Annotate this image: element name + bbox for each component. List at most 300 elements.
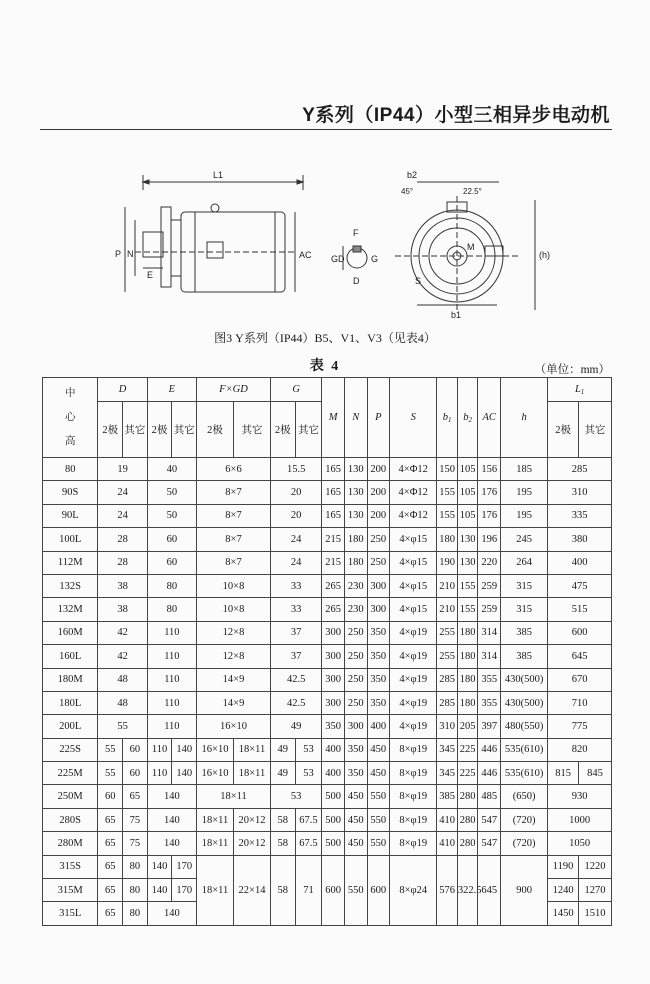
- table-cell: 480(550): [500, 715, 547, 738]
- table-cell: 60: [98, 785, 123, 808]
- table-cell: 350: [344, 738, 367, 761]
- table-cell: 285: [548, 458, 612, 481]
- table-cell: 1190: [548, 855, 579, 878]
- table-cell: 71: [295, 855, 322, 925]
- table-cell: 105: [457, 458, 478, 481]
- col-e: E: [147, 378, 196, 402]
- sub-2pole: 2极: [98, 402, 123, 458]
- table-cell: 400: [367, 715, 390, 738]
- table-cell: 55: [98, 715, 147, 738]
- table-cell: 230: [344, 574, 367, 597]
- table-cell: 645: [548, 645, 612, 668]
- table-cell: 10×8: [197, 574, 271, 597]
- table-row: [43, 598, 612, 621]
- table-body: [43, 458, 612, 926]
- table-row: [43, 458, 612, 481]
- table-cell: 4×Φ12: [390, 504, 437, 527]
- table-cell: 820: [548, 738, 612, 761]
- table-cell: 255: [437, 645, 458, 668]
- table-cell: 550: [367, 832, 390, 855]
- table-cell: 28: [98, 528, 147, 551]
- table-cell: 65: [98, 808, 123, 831]
- table-cell: 75: [123, 832, 148, 855]
- table-cell: 350: [367, 621, 390, 644]
- table-cell: 58: [270, 808, 295, 831]
- frame-cell: 80: [43, 458, 98, 481]
- table-cell: 24: [270, 528, 321, 551]
- table-cell: 550: [344, 855, 367, 925]
- table-cell: 60: [123, 762, 148, 785]
- table-cell: 264: [500, 551, 547, 574]
- col-d: D: [98, 378, 147, 402]
- table-cell: 515: [548, 598, 612, 621]
- table-cell: 245: [500, 528, 547, 551]
- table-cell: 335: [548, 504, 612, 527]
- table-cell: 48: [98, 691, 147, 714]
- table-cell: 255: [437, 621, 458, 644]
- label-gd: GD: [331, 254, 345, 264]
- table-cell: 322.5: [457, 855, 478, 925]
- frame-cell: 180M: [43, 668, 98, 691]
- table-cell: 75: [123, 808, 148, 831]
- table-cell: 180: [344, 551, 367, 574]
- table-cell: 4×φ19: [390, 645, 437, 668]
- label-l1: L1: [213, 170, 224, 180]
- table-cell: 430(500): [500, 668, 547, 691]
- frame-cell: 132S: [43, 574, 98, 597]
- table-cell: 18×11: [197, 855, 234, 925]
- table-row: [43, 738, 612, 761]
- table-cell: 815: [548, 762, 579, 785]
- table-row: [43, 691, 612, 714]
- table-cell: 58: [270, 855, 295, 925]
- table-cell: 547: [478, 808, 501, 831]
- table-cell: 8×7: [197, 504, 271, 527]
- table-row: [43, 574, 612, 597]
- table-cell: 49: [270, 715, 321, 738]
- table-cell: 49: [270, 738, 295, 761]
- sub-other: 其它: [234, 402, 271, 458]
- table-cell: 20: [270, 481, 321, 504]
- table-cell: 176: [478, 481, 501, 504]
- table-cell: 400: [548, 551, 612, 574]
- table-row: [43, 528, 612, 551]
- table-cell: 65: [123, 785, 148, 808]
- table-cell: 55: [98, 762, 123, 785]
- table-row: [43, 551, 612, 574]
- label-b2: b2: [407, 170, 418, 180]
- table-cell: 4×φ15: [390, 551, 437, 574]
- table-cell: 450: [367, 738, 390, 761]
- table-cell: 65: [98, 902, 123, 925]
- col-m: M: [322, 378, 345, 458]
- table-cell: 38: [98, 598, 147, 621]
- table-cell: 20: [270, 504, 321, 527]
- table-cell: 6×6: [197, 458, 271, 481]
- table-cell: 130: [457, 551, 478, 574]
- table-cell: 550: [367, 808, 390, 831]
- table-cell: 140: [147, 832, 196, 855]
- table-cell: 50: [147, 481, 196, 504]
- table-cell: 53: [270, 785, 321, 808]
- table-cell: 42.5: [270, 668, 321, 691]
- table-cell: 485: [478, 785, 501, 808]
- table-cell: 300: [322, 668, 345, 691]
- table-cell: 250: [344, 645, 367, 668]
- label-h: (h): [539, 250, 550, 260]
- table-cell: 350: [367, 668, 390, 691]
- frame-cell: 315S: [43, 855, 98, 878]
- table-cell: 220: [478, 551, 501, 574]
- table-cell: 20×12: [234, 832, 271, 855]
- table-cell: 140: [147, 855, 172, 878]
- table-cell: 24: [270, 551, 321, 574]
- table-cell: 4×Φ12: [390, 458, 437, 481]
- table-cell: 65: [98, 879, 123, 902]
- col-ac: AC: [478, 378, 501, 458]
- table-cell: 775: [548, 715, 612, 738]
- table-cell: 170: [172, 879, 197, 902]
- table-cell: 400: [322, 762, 345, 785]
- table-cell: 110: [147, 621, 196, 644]
- table-cell: 350: [367, 691, 390, 714]
- table-cell: 65: [98, 832, 123, 855]
- table-cell: 8×7: [197, 528, 271, 551]
- table-cell: (720): [500, 832, 547, 855]
- table-cell: 1220: [579, 855, 612, 878]
- table-cell: 450: [344, 832, 367, 855]
- table-cell: 185: [500, 458, 547, 481]
- table-cell: 110: [147, 762, 172, 785]
- table-cell: 170: [172, 855, 197, 878]
- col-h: h: [500, 378, 547, 458]
- frame-cell: 132M: [43, 598, 98, 621]
- table-cell: 8×φ19: [390, 738, 437, 761]
- table-cell: 19: [98, 458, 147, 481]
- table-cell: 165: [322, 504, 345, 527]
- table-cell: 215: [322, 528, 345, 551]
- table-cell: 210: [437, 598, 458, 621]
- table-cell: 18×11: [197, 808, 234, 831]
- table-cell: 259: [478, 574, 501, 597]
- table-cell: 400: [322, 738, 345, 761]
- table-cell: 345: [437, 762, 458, 785]
- spec-table: [42, 377, 612, 926]
- table-cell: 576: [437, 855, 458, 925]
- table-cell: 80: [147, 598, 196, 621]
- frame-cell: 180L: [43, 691, 98, 714]
- side-view: [115, 170, 312, 292]
- table-cell: 195: [500, 504, 547, 527]
- label-b1: b1: [451, 310, 462, 320]
- table-cell: 314: [478, 621, 501, 644]
- table-cell: 4×φ15: [390, 574, 437, 597]
- label-225: 22.5°: [463, 187, 482, 196]
- table-cell: 14×9: [197, 668, 271, 691]
- table-cell: 180: [457, 621, 478, 644]
- table-cell: 450: [367, 762, 390, 785]
- table-cell: 259: [478, 598, 501, 621]
- table-cell: 250: [344, 691, 367, 714]
- table-cell: 28: [98, 551, 147, 574]
- table-cell: 600: [322, 855, 345, 925]
- table-cell: 215: [322, 551, 345, 574]
- table-cell: 155: [457, 598, 478, 621]
- table-cell: 140: [147, 808, 196, 831]
- table-row: [43, 668, 612, 691]
- table-cell: 4×φ19: [390, 621, 437, 644]
- table-cell: 500: [322, 832, 345, 855]
- table-cell: 196: [478, 528, 501, 551]
- table-cell: 37: [270, 621, 321, 644]
- frame-cell: 315L: [43, 902, 98, 925]
- table-cell: 156: [478, 458, 501, 481]
- table-cell: 710: [548, 691, 612, 714]
- table-row: [43, 855, 612, 878]
- table-cell: 176: [478, 504, 501, 527]
- table-cell: 450: [344, 808, 367, 831]
- sub-other: 其它: [123, 402, 148, 458]
- table-cell: 10×8: [197, 598, 271, 621]
- table-cell: 350: [367, 645, 390, 668]
- col-b1: $b_1$: [437, 378, 458, 458]
- table-cell: 315: [500, 598, 547, 621]
- frame-cell: 100L: [43, 528, 98, 551]
- table-cell: 40: [147, 458, 196, 481]
- figure-caption: 图3 Y系列（IP44）B5、V1、V3（见表4）: [214, 331, 436, 345]
- unit-label: （单位：mm）: [534, 364, 610, 376]
- table-cell: 300: [322, 691, 345, 714]
- table-cell: 12×8: [197, 621, 271, 644]
- table-cell: 285: [437, 668, 458, 691]
- frame-cell: 225M: [43, 762, 98, 785]
- table-cell: 33: [270, 598, 321, 621]
- table-cell: 12×8: [197, 645, 271, 668]
- table-cell: 210: [437, 574, 458, 597]
- table-cell: 225: [457, 762, 478, 785]
- table-cell: 410: [437, 832, 458, 855]
- table-cell: 300: [322, 645, 345, 668]
- motor-drawing: [95, 160, 555, 325]
- sub-2pole: 2极: [270, 402, 295, 458]
- table-cell: 200: [367, 458, 390, 481]
- table-cell: 130: [344, 504, 367, 527]
- table-cell: 285: [437, 691, 458, 714]
- table-cell: 845: [579, 762, 612, 785]
- table-cell: 1000: [548, 808, 612, 831]
- frame-cell: 90L: [43, 504, 98, 527]
- table-cell: 310: [548, 481, 612, 504]
- table-cell: 110: [147, 738, 172, 761]
- label-m: M: [467, 242, 475, 252]
- table-cell: 24: [98, 481, 147, 504]
- table-cell: 155: [437, 504, 458, 527]
- table-cell: 53: [295, 738, 322, 761]
- frame-cell: 112M: [43, 551, 98, 574]
- table-cell: 900: [500, 855, 547, 925]
- table-cell: 15.5: [270, 458, 321, 481]
- table-cell: 397: [478, 715, 501, 738]
- front-view: [395, 170, 550, 320]
- sub-other: 其它: [295, 402, 322, 458]
- table-cell: 4×φ15: [390, 598, 437, 621]
- table-cell: 18×11: [197, 785, 271, 808]
- table-cell: 195: [500, 481, 547, 504]
- table-cell: 80: [123, 855, 148, 878]
- table-cell: 8×7: [197, 551, 271, 574]
- table-cell: 8×φ19: [390, 762, 437, 785]
- table-cell: 110: [147, 668, 196, 691]
- table-cell: 14×9: [197, 691, 271, 714]
- table-cell: (720): [500, 808, 547, 831]
- sub-2pole: 2极: [548, 402, 579, 458]
- table-cell: 300: [367, 598, 390, 621]
- table-cell: 200: [367, 481, 390, 504]
- table-cell: 547: [478, 832, 501, 855]
- table-cell: 280: [457, 832, 478, 855]
- frame-header: 中 心 高: [43, 378, 98, 458]
- table-cell: 4×φ19: [390, 668, 437, 691]
- table-title: 表 4: [309, 359, 341, 374]
- table-cell: 350: [344, 762, 367, 785]
- table-row: [43, 832, 612, 855]
- table-cell: 80: [147, 574, 196, 597]
- table-cell: 670: [548, 668, 612, 691]
- label-e: E: [147, 270, 154, 280]
- table-cell: 180: [457, 691, 478, 714]
- table-cell: 446: [478, 762, 501, 785]
- table-cell: 4×Φ12: [390, 481, 437, 504]
- table-cell: 230: [344, 598, 367, 621]
- frame-cell: 280S: [43, 808, 98, 831]
- table-cell: 110: [147, 691, 196, 714]
- table-cell: 50: [147, 504, 196, 527]
- table-cell: 300: [322, 621, 345, 644]
- table-cell: 250: [344, 668, 367, 691]
- table-cell: 645: [478, 855, 501, 925]
- table-cell: 345: [437, 738, 458, 761]
- table-cell: 18×11: [234, 762, 271, 785]
- table-cell: 180: [437, 528, 458, 551]
- table-row: [43, 785, 612, 808]
- table-cell: 180: [344, 528, 367, 551]
- table-cell: 37: [270, 645, 321, 668]
- table-cell: 310: [437, 715, 458, 738]
- table-cell: 42: [98, 621, 147, 644]
- label-45: 45°: [401, 187, 414, 196]
- table-cell: 410: [437, 808, 458, 831]
- table-cell: 53: [295, 762, 322, 785]
- table-cell: 280: [457, 808, 478, 831]
- label-ac: AC: [299, 250, 312, 260]
- frame-cell: 250M: [43, 785, 98, 808]
- table-cell: 140: [147, 902, 196, 925]
- table-cell: 205: [457, 715, 478, 738]
- frame-cell: 160L: [43, 645, 98, 668]
- table-cell: (650): [500, 785, 547, 808]
- table-cell: 140: [147, 785, 196, 808]
- table-cell: 55: [98, 738, 123, 761]
- sub-other: 其它: [172, 402, 197, 458]
- table-cell: 200: [367, 504, 390, 527]
- table-cell: 16×10: [197, 762, 234, 785]
- table-cell: 1510: [579, 902, 612, 925]
- table-cell: 250: [367, 528, 390, 551]
- table-cell: 1270: [579, 879, 612, 902]
- table-row: [43, 621, 612, 644]
- table-row: [43, 645, 612, 668]
- table-cell: 130: [344, 481, 367, 504]
- table-cell: 8×7: [197, 481, 271, 504]
- table-cell: 550: [367, 785, 390, 808]
- table-cell: 535(610): [500, 738, 547, 761]
- table-cell: 8×φ19: [390, 785, 437, 808]
- frame-cell: 200L: [43, 715, 98, 738]
- col-l1: $L_1$: [548, 378, 612, 402]
- col-p: P: [367, 378, 390, 458]
- table-cell: 600: [548, 621, 612, 644]
- table-cell: 18×11: [234, 738, 271, 761]
- sub-other: 其它: [579, 402, 612, 458]
- table-cell: 18×11: [197, 832, 234, 855]
- table-cell: 385: [500, 645, 547, 668]
- table-cell: 22×14: [234, 855, 271, 925]
- table-cell: 165: [322, 458, 345, 481]
- table-cell: 140: [172, 738, 197, 761]
- table-cell: 80: [123, 879, 148, 902]
- table-cell: 33: [270, 574, 321, 597]
- table-cell: 1240: [548, 879, 579, 902]
- table-cell: 130: [344, 458, 367, 481]
- table-cell: 155: [437, 481, 458, 504]
- table-cell: 80: [123, 902, 148, 925]
- table-cell: 430(500): [500, 691, 547, 714]
- table-cell: 67.5: [295, 832, 322, 855]
- table-row: [43, 715, 612, 738]
- table-cell: 930: [548, 785, 612, 808]
- table-cell: 180: [457, 668, 478, 691]
- col-g: G: [270, 378, 321, 402]
- table-cell: 60: [147, 528, 196, 551]
- table-cell: 8×φ24: [390, 855, 437, 925]
- table-cell: 20×12: [234, 808, 271, 831]
- table-cell: 4×φ19: [390, 691, 437, 714]
- sub-2pole: 2极: [197, 402, 234, 458]
- table-cell: 380: [548, 528, 612, 551]
- table-cell: 110: [147, 715, 196, 738]
- frame-cell: 280M: [43, 832, 98, 855]
- table-cell: 1050: [548, 832, 612, 855]
- table-cell: 16×10: [197, 738, 234, 761]
- table-cell: 280: [457, 785, 478, 808]
- frame-cell: 160M: [43, 621, 98, 644]
- table-cell: 8×φ19: [390, 808, 437, 831]
- table-cell: 300: [344, 715, 367, 738]
- table-cell: 355: [478, 691, 501, 714]
- table-cell: 600: [367, 855, 390, 925]
- table-cell: 4×φ19: [390, 715, 437, 738]
- table-cell: 500: [322, 785, 345, 808]
- table-cell: 67.5: [295, 808, 322, 831]
- header-rule: [40, 129, 612, 130]
- col-s: S: [390, 378, 437, 458]
- table-cell: 48: [98, 668, 147, 691]
- table-cell: 65: [98, 855, 123, 878]
- table-cell: 165: [322, 481, 345, 504]
- label-n: N: [127, 249, 134, 259]
- table-cell: 446: [478, 738, 501, 761]
- table-cell: 49: [270, 762, 295, 785]
